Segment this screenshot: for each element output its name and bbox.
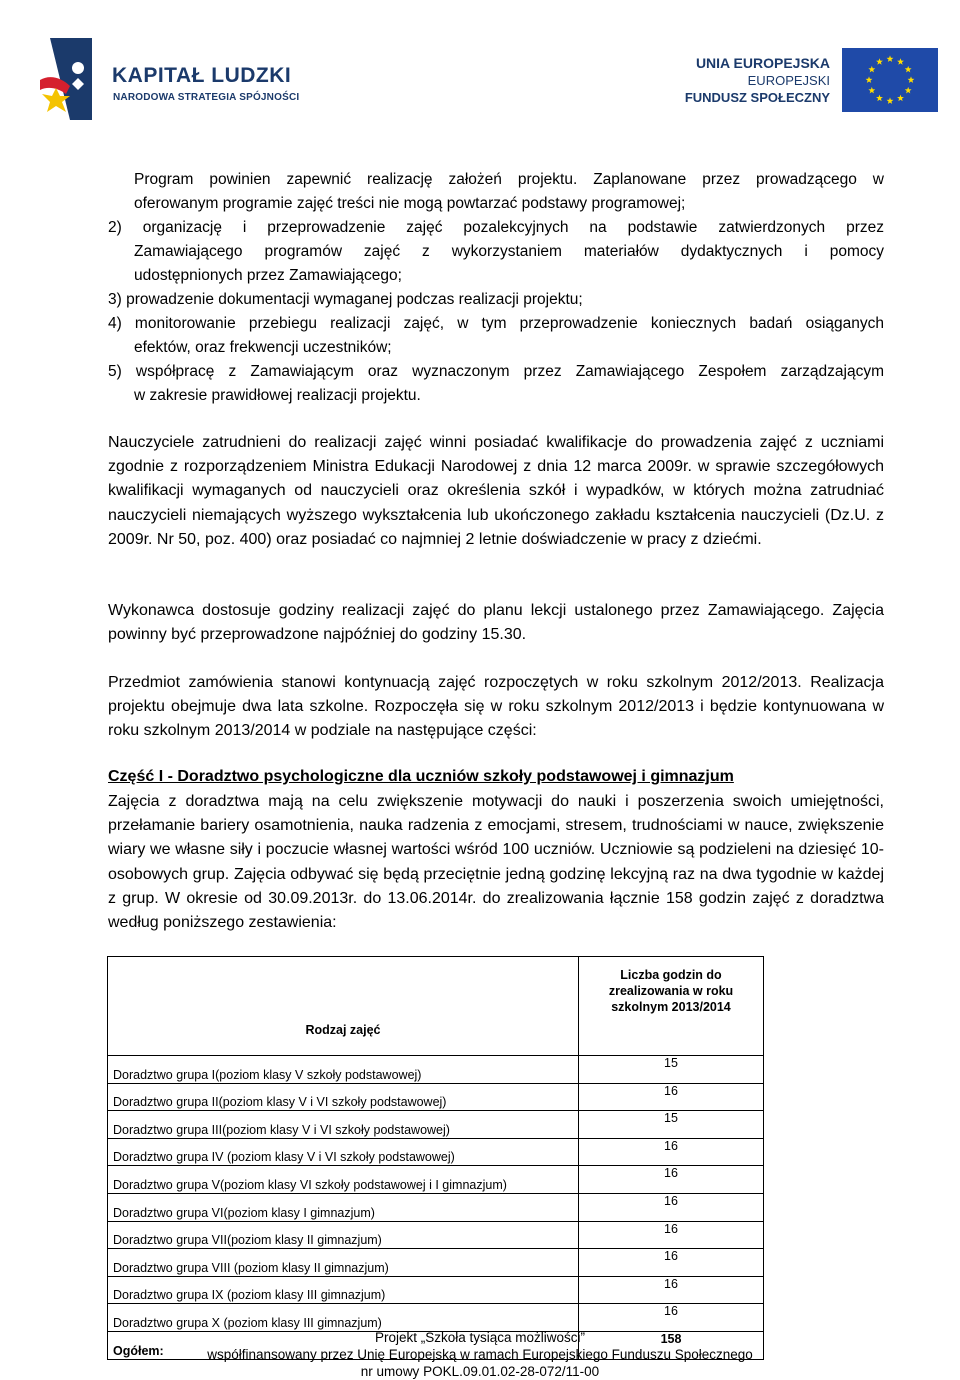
table-row: [108, 1138, 764, 1166]
list-item-5-line-2: w zakresie prawidłowej realizacji projektu.: [134, 387, 421, 404]
table-row: [108, 1221, 764, 1249]
table-cell-hours: 16: [579, 1221, 764, 1249]
table-row: [108, 1276, 764, 1304]
table-total-value: 158: [579, 1331, 764, 1359]
table-row: [108, 1304, 764, 1332]
table-cell-type: Doradztwo grupa X (poziom klasy III gimnazjum): [108, 1304, 579, 1332]
table-header-type: Rodzaj zajęć: [108, 957, 579, 1056]
list-item-4-line-2: efektów, oraz frekwencji uczestników;: [134, 339, 392, 356]
list-item-2-line-2: Zamawiającego programów zajęć z wykorzystaniem materiałów dydaktycznych i pomocy: [134, 243, 884, 260]
footer-cofinancing: współfinansowany przez Unię Europejską w ramach Europejskiego Funduszu Społecznego: [207, 1347, 753, 1362]
kapital-ludzki-flag-icon: [40, 38, 92, 120]
footer-contract-number: nr umowy POKL.09.01.02-28-072/11-00: [360, 1364, 600, 1379]
table-cell-hours: 16: [579, 1304, 764, 1332]
eu-logo-line2: EUROPEJSKI: [747, 73, 830, 88]
paragraph-schedule: Wykonawca dostosuje godziny realizacji zajęć do planu lekcji ustalonego przez Zamawiającego. Zajęcia powinny być przeprowadzone najpóźniej do godziny 15.30.: [108, 602, 884, 644]
paragraph-subject: Przedmiot zamówienia stanowi kontynuacją zajęć rozpoczętych w roku szkolnym 2012/2013. Realizacja projektu obejmuje dwa lata szkolne. Rozpoczęła się w roku szkolnym 2012/2013 i będzie kontynuowana w roku szkolnym 2013/2014 w podziale na następujące części:: [108, 674, 884, 740]
table-cell-hours: 15: [579, 1056, 764, 1084]
eu-logo-line1: UNIA EUROPEJSKA: [695, 55, 830, 71]
table-row: [108, 1111, 764, 1139]
table-cell-type: Doradztwo grupa III(poziom klasy V i VI szkoły podstawowej): [108, 1111, 579, 1139]
table-cell-type: Doradztwo grupa II(poziom klasy V i VI szkoły podstawowej): [108, 1083, 579, 1111]
table-cell-type: Doradztwo grupa V(poziom klasy VI szkoły podstawowej i I gimnazjum): [108, 1166, 579, 1194]
table-total-label: Ogółem:: [108, 1331, 579, 1359]
table-cell-hours: 16: [579, 1138, 764, 1166]
table-cell-type: Doradztwo grupa VIII (poziom klasy II gimnazjum): [108, 1249, 579, 1277]
table-cell-hours: 16: [579, 1193, 764, 1221]
table-cell-type: Doradztwo grupa VII(poziom klasy II gimnazjum): [108, 1221, 579, 1249]
table-cell-hours: 16: [579, 1166, 764, 1194]
eu-flag-icon: [842, 48, 938, 112]
paragraph-part-1-description: Zajęcia z doradztwa mają na celu zwiększenie motywacji do nauki i poszerzenia swoich umiejętności, przełamanie bariery osamotnienia, nauka radzenia z emocjami, stresem, trudnościami w nauce, zwiększenie wiary we własne siły i poczucie własnej wartości wśród 100 uczniów. Uczniowie są podzieleni na dziesięć 10-osobowych grup. Zajęcia odbywać się będą przeciętnie jedną godzinę lekcyjną raz na dwa tygodnie w każdej z grup. W okresie od 30.09.2013r. do 13.06.2014r. do zrealizowania łącznie 158 godzin zajęć z doradztwa według poniższego zestawienia:: [108, 793, 884, 932]
kapital-ludzki-logo: [40, 38, 310, 128]
eu-logo: [678, 38, 940, 128]
list-item-4-line-1: 4) monitorowanie przebiegu realizacji zajęć, w tym przeprowadzenie koniecznych badań osiąganych: [108, 315, 884, 332]
paragraph-qualifications: Nauczyciele zatrudnieni do realizacji zajęć winni posiadać kwalifikacje do prowadzenia zajęć z uczniami zgodnie z rozporządzeniem Ministra Edukacji Narodowej z dnia 12 marca 2009r. w sprawie szczegółowych kwalifikacji wymaganych od nauczycieli oraz określenia szkół i wypadków, w których można zatrudniać nauczycieli niemających wyższego wykształcenia lub ukończonego zakładu kształcenia nauczycieli (Dz.U. z 2009r. Nr 50, poz. 400) oraz posiadać co najmniej 2 letnie doświadczenie w pracy z dziećmi.: [108, 434, 884, 548]
footer-project: Projekt „Szkoła tysiąca możliwości”: [374, 1330, 586, 1345]
table-row: [108, 1193, 764, 1221]
list-item-3: 3) prowadzenie dokumentacji wymaganej podczas realizacji projektu;: [108, 291, 583, 308]
table-row: [108, 1056, 764, 1084]
intro-line-1: Program powinien zapewnić realizację założeń projektu. Zaplanowane przez prowadzącego w: [134, 171, 884, 188]
table-row: [108, 1166, 764, 1194]
kapital-ludzki-subtitle: NARODOWA STRATEGIA SPÓJNOŚCI: [113, 92, 300, 103]
table-cell-type: Doradztwo grupa I(poziom klasy V szkoły podstawowej): [108, 1056, 579, 1084]
table-header-hours: Liczba godzin do zrealizowania w roku szkolnym 2013/2014: [579, 957, 764, 1056]
hours-table: [107, 956, 764, 1360]
footer: [0, 1329, 960, 1380]
table-header-row: [108, 957, 764, 1056]
list-item-5-line-1: 5) współpracę z Zamawiającym oraz wyznaczonym przez Zamawiającego Zespołem zarządzającym: [108, 363, 884, 380]
eu-logo-text: [685, 54, 830, 106]
table-body: [108, 1056, 764, 1360]
table-cell-hours: 15: [579, 1111, 764, 1139]
table-row: [108, 1249, 764, 1277]
table-row: [108, 1083, 764, 1111]
list-item-2-line-3: udostępnionych przez Zamawiającego;: [134, 267, 402, 284]
table-cell-type: Doradztwo grupa IX (poziom klasy III gimnazjum): [108, 1276, 579, 1304]
table-cell-hours: 16: [579, 1276, 764, 1304]
kapital-ludzki-title: KAPITAŁ LUDZKI: [112, 64, 292, 87]
list-item-2-line-1: 2) organizację i przeprowadzenie zajęć pozalekcyjnych na podstawie zatwierdzonych przez: [108, 219, 884, 236]
intro-line-2: oferowanym programie zajęć treści nie mogą powtarzać podstawy programowej;: [134, 195, 686, 212]
table-cell-type: Doradztwo grupa IV (poziom klasy V i VI szkoły podstawowej): [108, 1138, 579, 1166]
table-cell-hours: 16: [579, 1083, 764, 1111]
table-cell-type: Doradztwo grupa VI(poziom klasy I gimnazjum): [108, 1193, 579, 1221]
section-heading-part-1: Część I - Doradztwo psychologiczne dla uczniów szkoły podstawowej i gimnazjum: [108, 768, 734, 785]
table-cell-hours: 16: [579, 1249, 764, 1277]
eu-logo-line3: FUNDUSZ SPOŁECZNY: [684, 90, 830, 105]
